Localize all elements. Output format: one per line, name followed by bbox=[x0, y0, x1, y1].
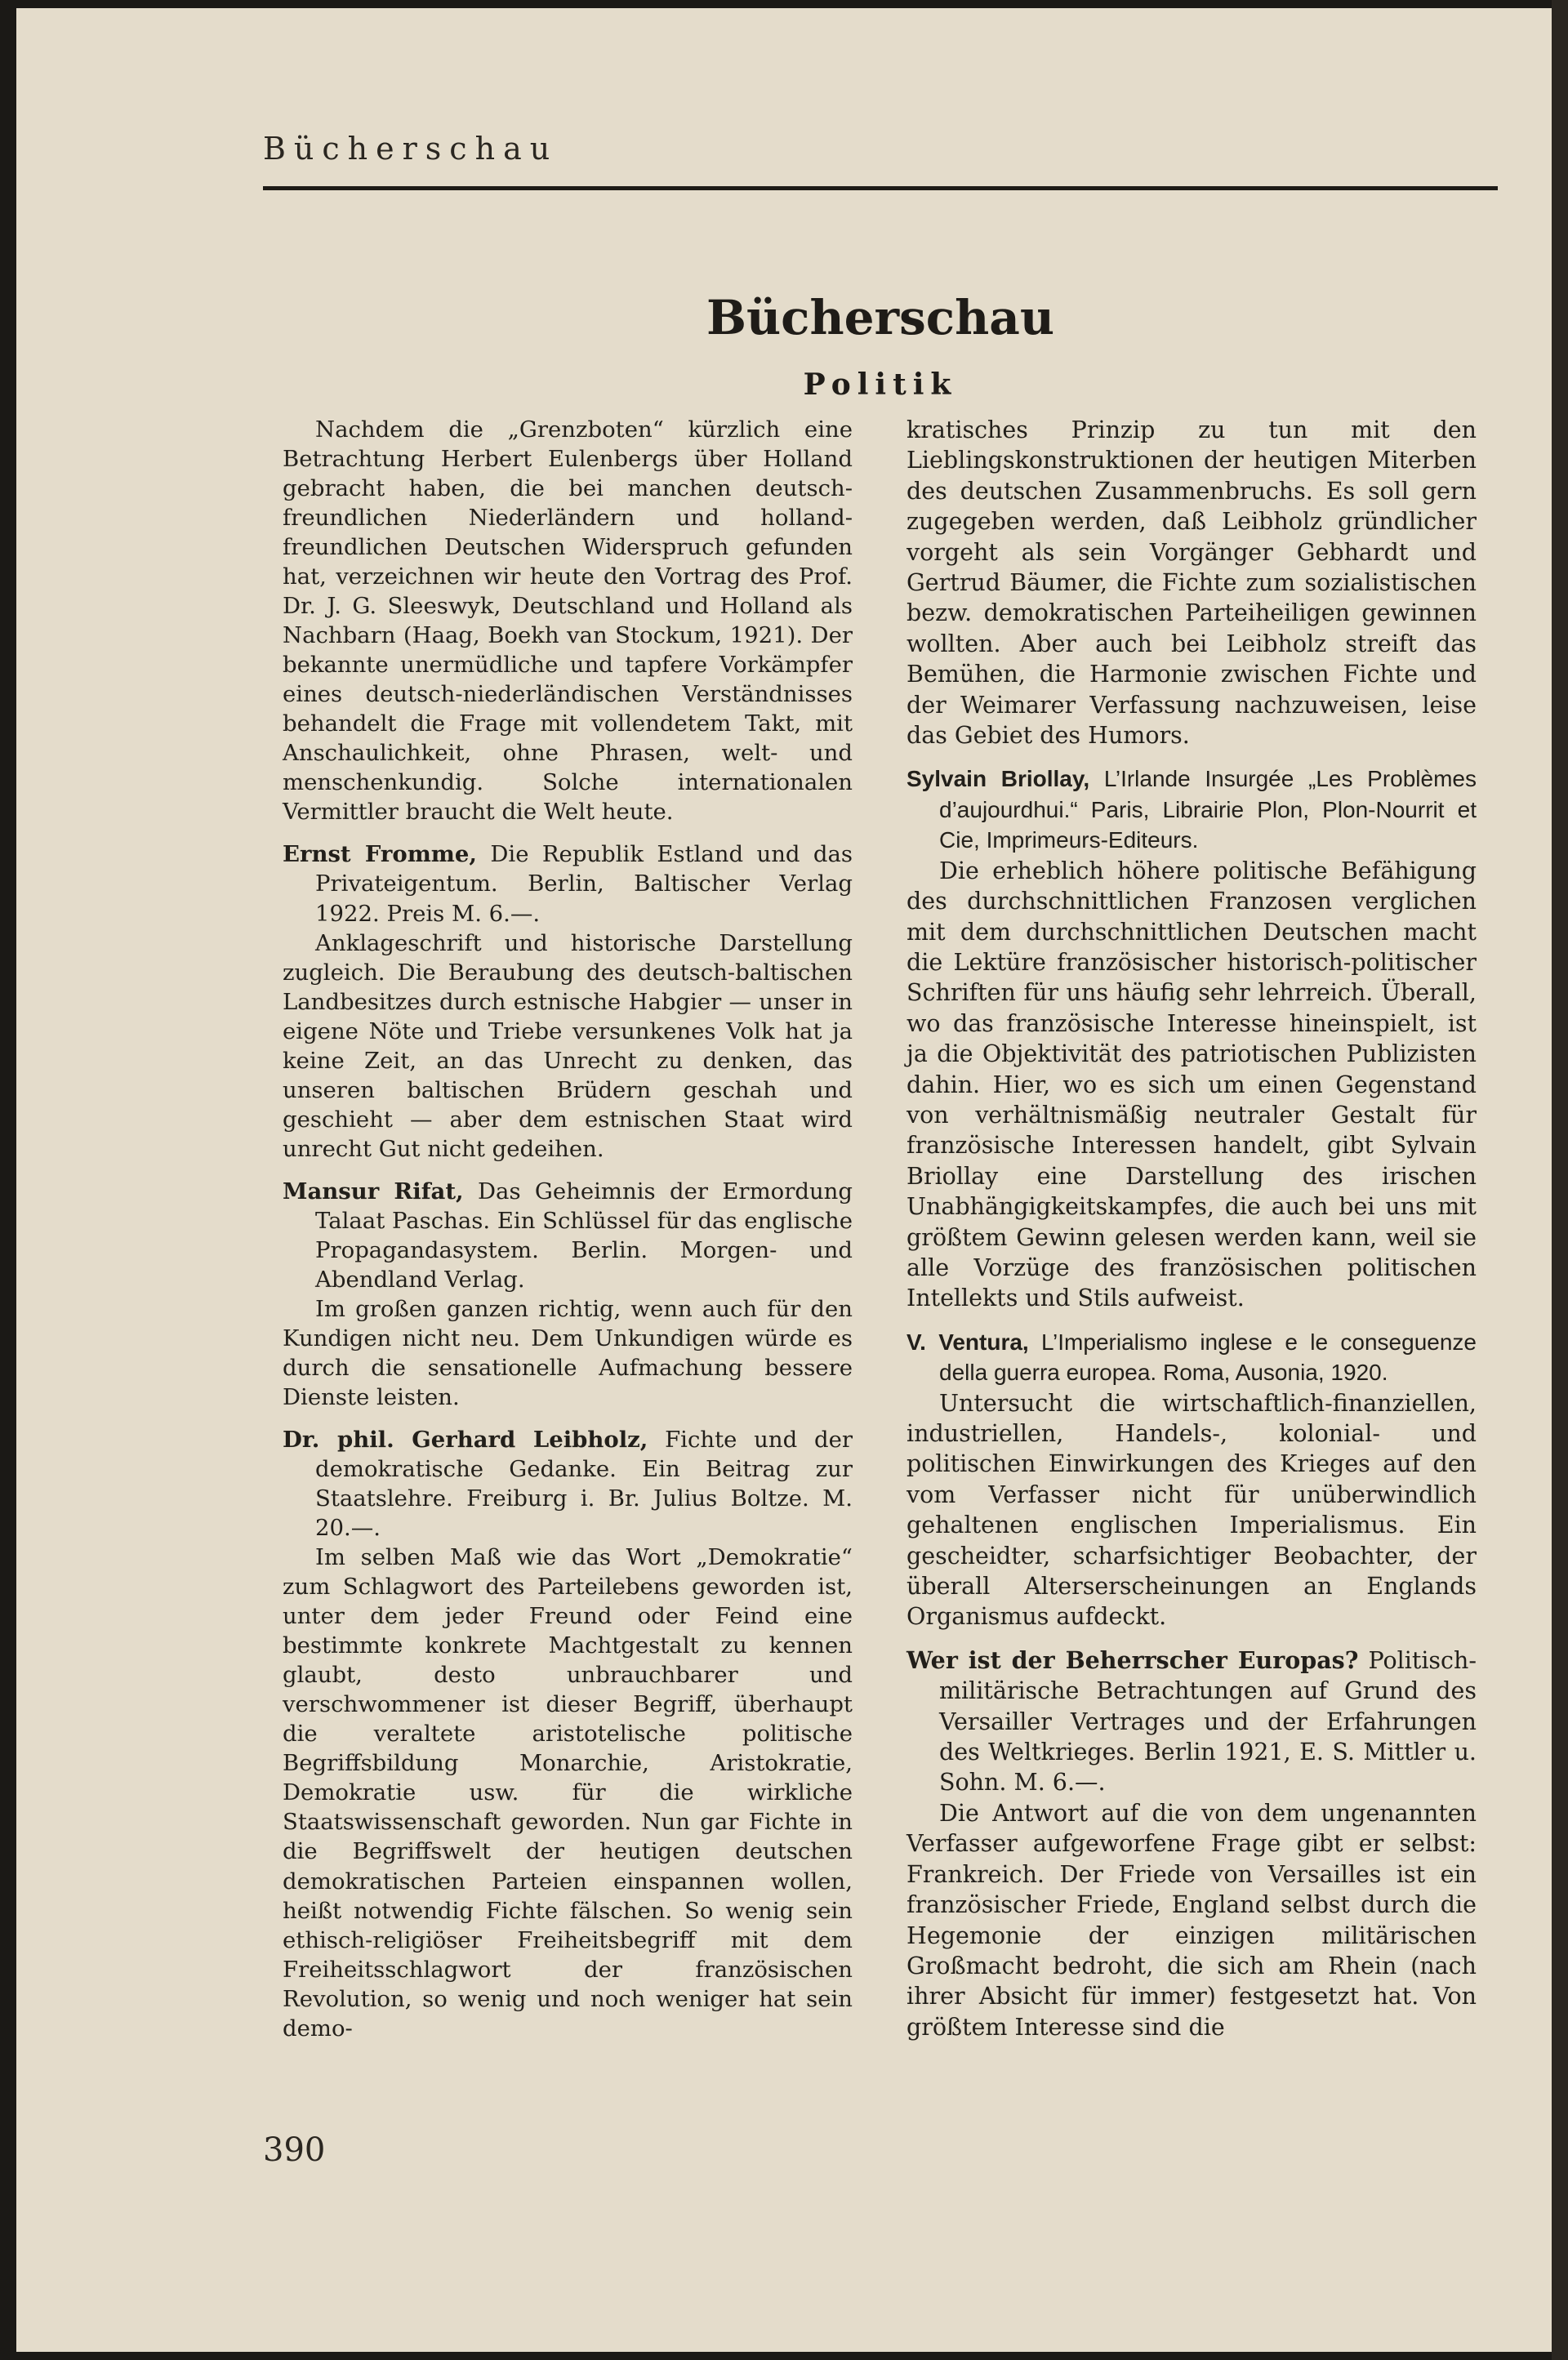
section-title: Bücherschau bbox=[706, 290, 1055, 345]
review-entry bbox=[283, 1425, 853, 2043]
entry-heading bbox=[906, 764, 1477, 855]
entry-heading bbox=[283, 839, 853, 928]
review-entry bbox=[283, 839, 853, 1163]
entry-author: Mansur Rifat, bbox=[283, 1178, 464, 1204]
header-rule bbox=[263, 186, 1498, 190]
entry-citation: Fichte und der demokratische Gedanke. Ein Beitrag zur Staatslehre. Freiburg i. Br. Julius Boltze. M. 20.—. bbox=[315, 1427, 853, 1542]
entry-author: V. Ventura, bbox=[906, 1329, 1029, 1355]
entry-heading bbox=[283, 1177, 853, 1294]
binding-edge bbox=[1552, 0, 1568, 2360]
entry-review: Die Antwort auf die von dem ungenannten Verfasser aufgeworfene Frage gibt er selbst: Frankreich. Der Friede von Versailles ist ein französischer Friede, England selbst durch die Hegemonie der einzigen militärischen Großmacht bedroht, die sich am Rhein (nach ihrer Absicht für immer) festgesetzt hat. Von größtem Interesse sind die bbox=[906, 1799, 1477, 2041]
running-head: Bücherschau bbox=[263, 131, 559, 167]
entry-review: Untersucht die wirtschaftlich-finanziellen, industriellen, Handels-, kolonial- und politischen Einwirkungen des Krieges auf den vom Verfasser nicht für unüberwindlich gehaltenen englischen Imperialismus. Ein gescheidter, scharfsichtiger Beobachter, der überall Alterserscheinungen an Englands Organismus aufdeckt. bbox=[906, 1389, 1477, 1631]
entry-citation: L’Irlande Insurgée „Les Problèmes d’aujourdhui.“ Paris, Librairie Plon, Plon-Nourrit et Cie, Imprimeurs-Editeurs. bbox=[939, 766, 1477, 853]
review-entry bbox=[906, 764, 1477, 1313]
entry-review: Im großen ganzen richtig, wenn auch für den Kundigen nicht neu. Dem Unkundigen würde es durch die sensationelle Aufmachung bessere Dienste leisten. bbox=[283, 1295, 853, 1410]
entry-author: Wer ist der Beherrscher Europas? bbox=[906, 1645, 1359, 1674]
entry-review: Anklageschrift und historische Darstellung zugleich. Die Beraubung des deutsch-baltischen Landbesitzes durch estnische Habgier — unser in eigene Nöte und Triebe versunkenes Volk hat ja keine Zeit, an das Unrecht zu denken, das unseren baltischen Brüdern geschah und geschieht — aber dem estnischen Staat wird unrecht Gut nicht gedeihen. bbox=[283, 929, 853, 1162]
entry-citation: Das Geheimnis der Ermordung Talaat Paschas. Ein Schlüssel für das englische Propagandasystem. Berlin. Morgen- und Abendland Verlag. bbox=[315, 1178, 853, 1293]
review-entry bbox=[906, 1645, 1477, 2042]
entry-author: Dr. phil. Gerhard Leibholz, bbox=[283, 1427, 648, 1454]
entry-review: Im selben Maß wie das Wort „Demokratie“ zum Schlagwort des Parteilebens geworden ist, unter dem jeder Freund oder Feind eine bestimmte konkrete Machtgestalt zu kennen glaubt, desto unbrauchbarer und verschwommener ist dieser Begriff, überhaupt die veraltete aristotelische politische Begriffsbildung Monarchie, Aristokratie, Demokratie usw. für die wirkliche Staatswissenschaft geworden. Nun gar Fichte in die Begriffswelt der heutigen deutschen demokratischen Parteien einspannen wollen, heißt notwendig Fichte fälschen. So wenig sein ethisch-religiöser Freiheitsbegriff mit dem Freiheitsschlagwort der französischen Revolution, so wenig und noch weniger hat sein demo- bbox=[283, 1544, 853, 2042]
entry-review: Die erheblich höhere politische Befähigung des durchschnittlichen Franzosen verglichen mit dem durchschnittlichen Deutschen macht die Lektüre französischer historisch-politischer Schriften für uns häufig sehr lehrreich. Überall, wo das französische Interesse hineinspielt, ist ja die Objektivität des patriotischen Publizisten dahin. Hier, wo es sich um einen Gegenstand von verhältnismäßig neutraler Gestalt für französische Interessen handelt, gibt Sylvain Briollay eine Darstellung des irischen Unabhängigkeitskampfes, die auch bei uns mit größtem Gewinn gelesen werden kann, weil sie alle Vorzüge des französischen politischen Intellekts und Stils aufweist. bbox=[906, 857, 1477, 1312]
entry-citation: L’Imperialismo inglese e le conseguenze della guerra europea. Roma, Ausonia, 1920. bbox=[939, 1329, 1477, 1386]
review-entry bbox=[906, 1327, 1477, 1632]
intro-paragraph: Nachdem die „Grenzboten“ kürzlich eine Betrachtung Herbert Eulenbergs über Holland gebracht haben, die bei manchen deutsch-freundlichen Niederländern und holland-freundlichen Deutschen Widerspruch gefunden hat, verzeichnen wir heute den Vortrag des Prof. Dr. J. G. Sleeswyk, Deutschland und Holland als Nachbarn (Haag, Boekh van Stockum, 1921). Der bekannte unermüdliche und tapfere Vorkämpfer eines deutsch-niederländischen Verständnisses behandelt die Frage mit vollendetem Takt, mit Anschaulichkeit, ohne Phrasen, welt- und menschenkundig. Solche internationalen Vermittler braucht die Welt heute. bbox=[283, 416, 853, 826]
left-column bbox=[283, 415, 853, 2043]
entry-author: Ernst Fromme, bbox=[283, 841, 477, 868]
book-page bbox=[16, 8, 1552, 2352]
continuation-paragraph: kratisches Prinzip zu tun mit den Lieblingskonstruktionen der heutigen Miterben des deutschen Zusammenbruchs. Es soll gern zugegeben werden, daß Leibholz gründlicher vorgeht als sein Vorgänger Gebhardt und Gertrud Bäumer, die Fichte zum sozialistischen bezw. demokratischen Parteiheiligen gewinnen wollten. Aber auch bei Leibholz streift das Bemühen, die Harmonie zwischen Fichte und der Weimarer Verfassung nachzuweisen, leise das Gebiet des Humors. bbox=[906, 416, 1477, 750]
entry-heading bbox=[906, 1645, 1477, 1798]
entry-citation: Die Republik Estland und das Privateigentum. Berlin, Baltischer Verlag 1922. Preis M. 6.—. bbox=[315, 841, 853, 927]
review-entry bbox=[283, 1177, 853, 1412]
section-subtitle: Politik bbox=[803, 367, 958, 402]
page-number: 390 bbox=[263, 2131, 326, 2169]
right-column bbox=[906, 415, 1477, 2042]
entry-citation: Politisch-militärische Betrachtungen auf Grund des Versailler Vertrages und der Erfahrungen des Weltkrieges. Berlin 1921, E. S. Mittler u. Sohn. M. 6.—. bbox=[939, 1646, 1477, 1797]
entry-author: Sylvain Briollay, bbox=[906, 766, 1090, 792]
entry-heading bbox=[283, 1425, 853, 1543]
entry-heading bbox=[906, 1327, 1477, 1388]
